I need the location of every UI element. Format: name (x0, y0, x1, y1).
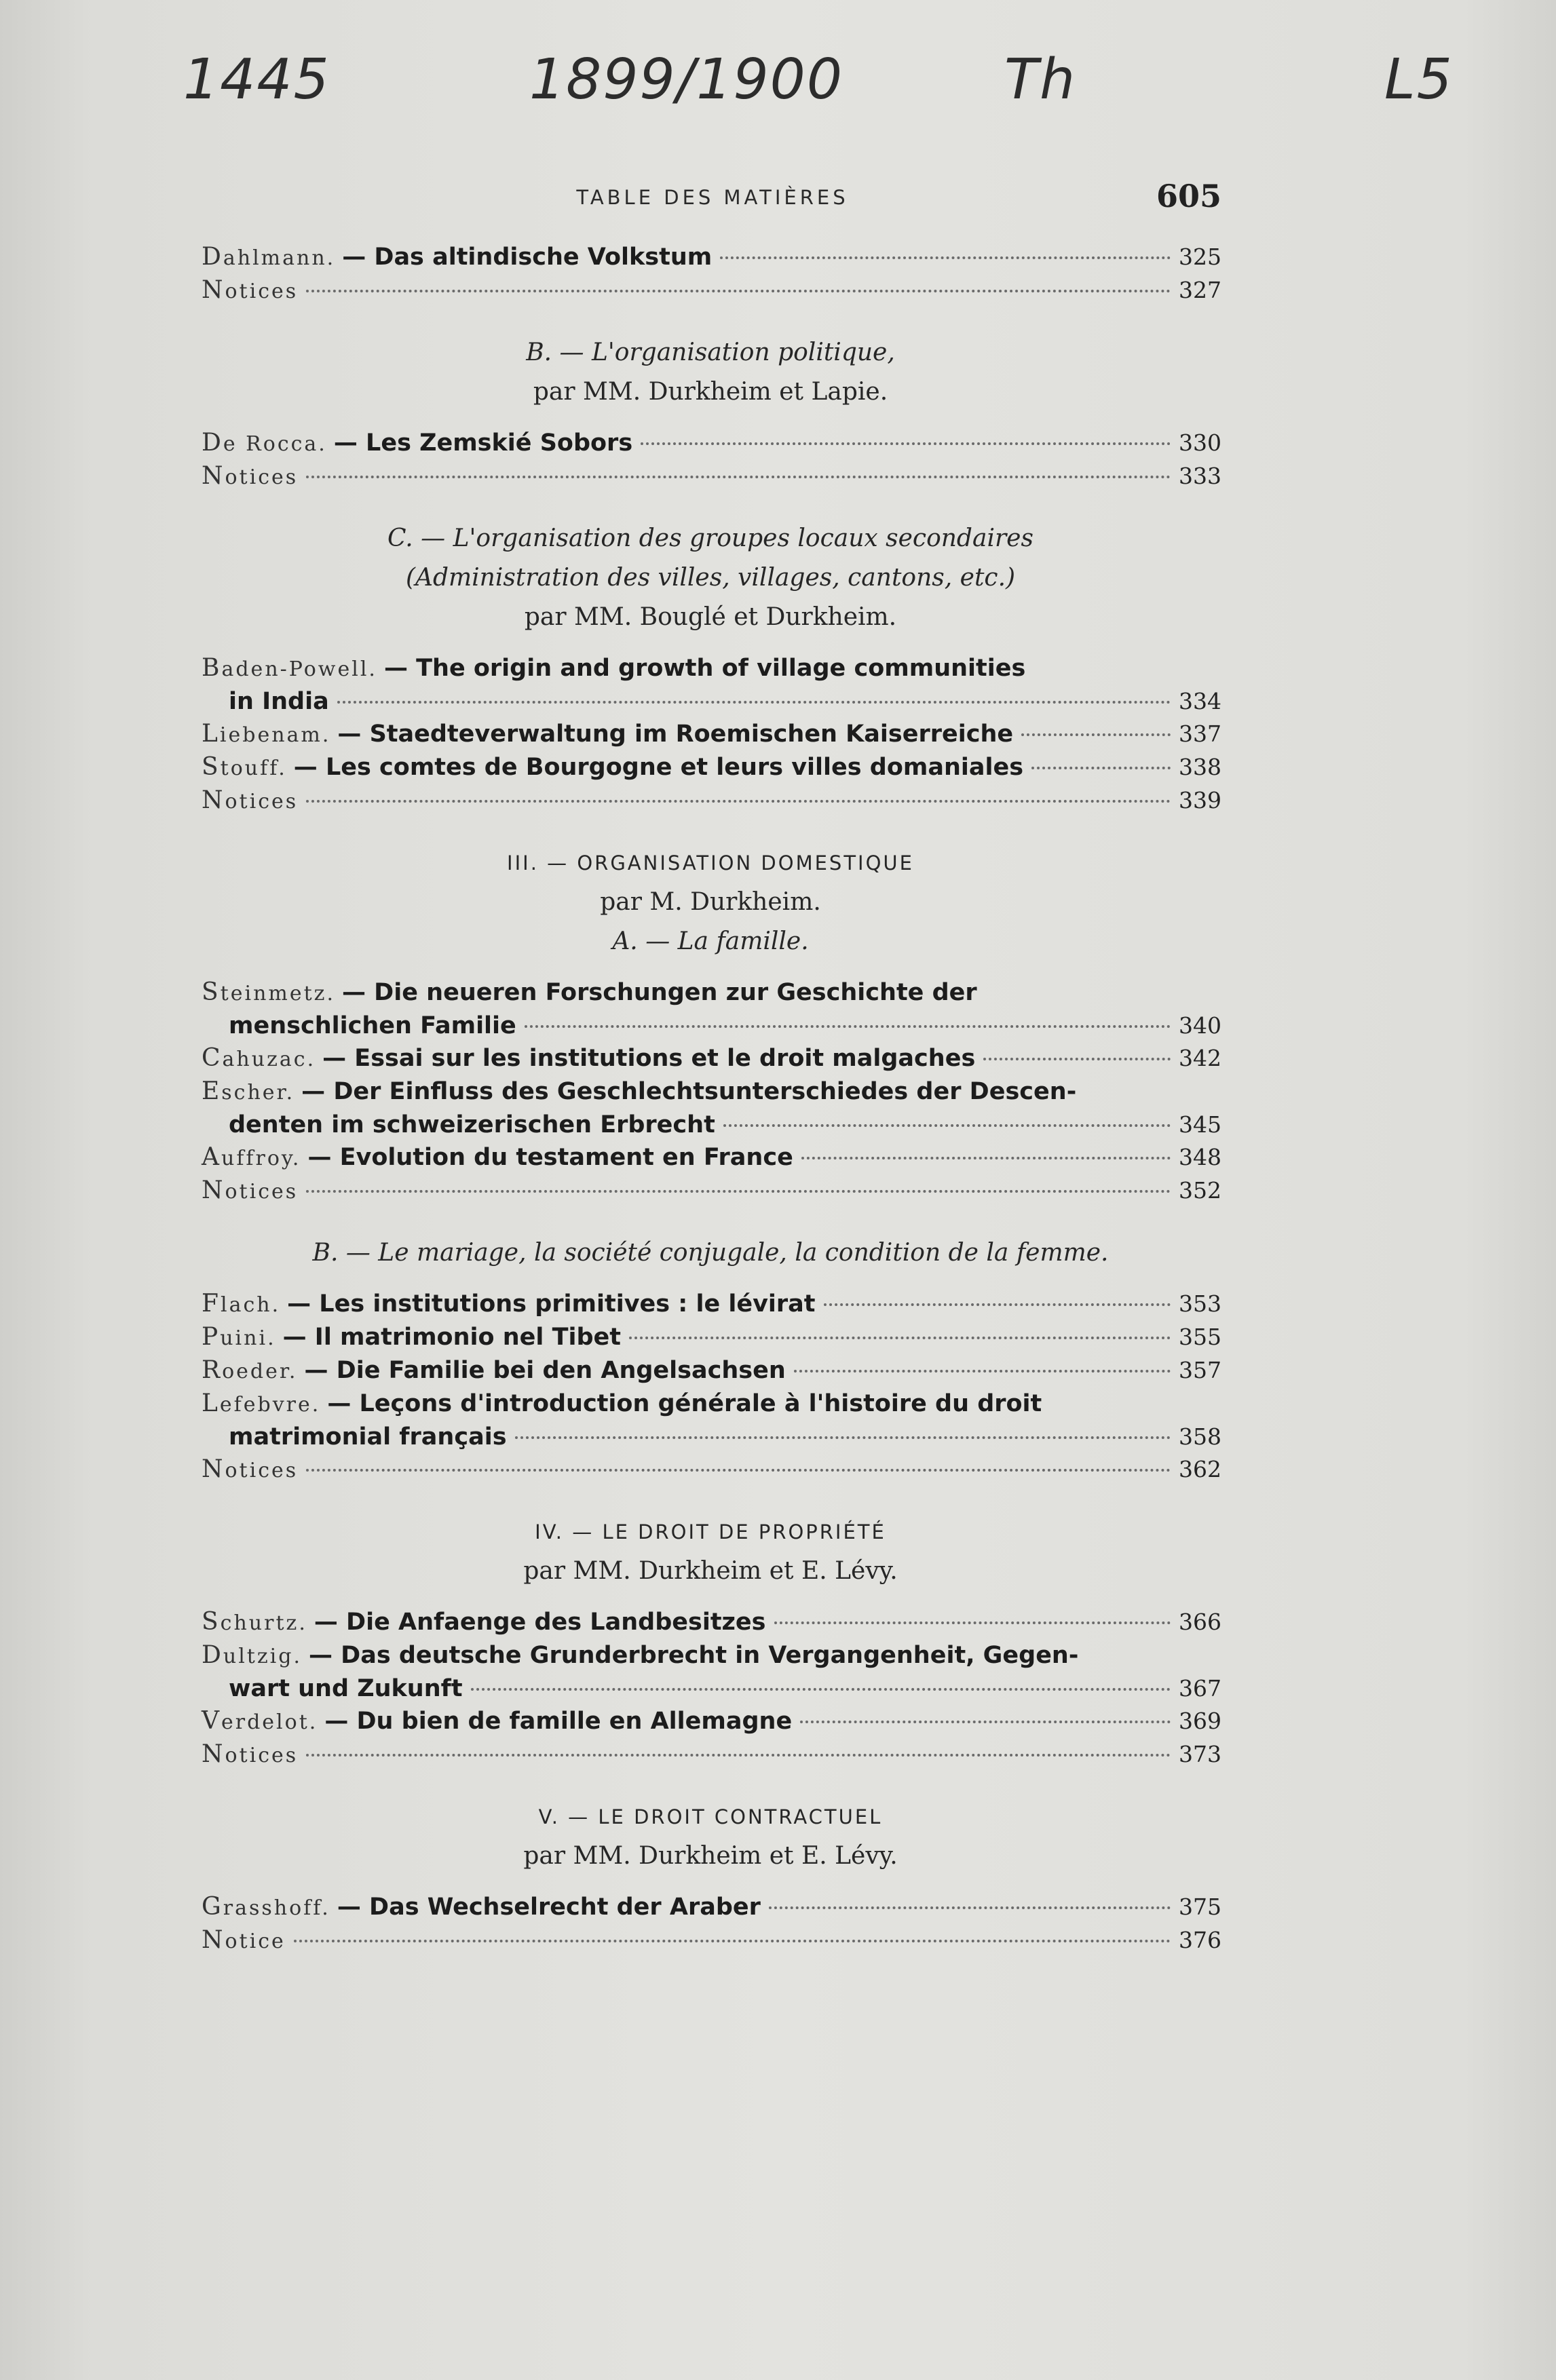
entry-page-number: 366 (1179, 1609, 1221, 1635)
entry-title: — Der Einfluss des Geschlechtsunterschiedes der Descen- (301, 1078, 1077, 1105)
entry-page-number: 376 (1179, 1927, 1221, 1953)
dot-leader (1021, 713, 1171, 736)
dot-leader (306, 455, 1171, 478)
toc-entry (202, 1042, 1219, 1075)
entry-title-continuation: menschlichen Familie (229, 1012, 516, 1039)
dot-leader (629, 1316, 1171, 1339)
toc-entry (202, 1174, 1219, 1208)
entry-page-number: 373 (1179, 1741, 1221, 1767)
running-header (204, 178, 1221, 225)
entry-author: Steinmetz. (202, 978, 335, 1006)
entry-title: — Das deutsche Grunderbrecht in Vergangenheit, Gegen- (309, 1642, 1079, 1669)
dot-leader (800, 1700, 1171, 1723)
entry-page-number: 357 (1179, 1357, 1221, 1383)
entry-title: — Les comtes de Bourgogne et leurs villes domaniales (293, 754, 1024, 781)
dot-leader (306, 1448, 1171, 1472)
entry-author: Dahlmann. (202, 243, 336, 271)
entry-author: Schurtz. (202, 1608, 307, 1636)
entry-title: — Les Zemskié Sobors (333, 429, 633, 457)
entry-page-number: 327 (1179, 277, 1221, 303)
entry-author: Notices (202, 276, 299, 304)
section-heading (202, 843, 1219, 961)
entry-author: Notice (202, 1926, 286, 1954)
dot-leader (824, 1283, 1171, 1306)
entry-title-continuation: wart und Zukunft (229, 1675, 463, 1702)
entry-author: Lefebvre. (202, 1389, 321, 1417)
toc-entry (202, 1738, 1219, 1771)
entry-title: — Il matrimonio nel Tibet (282, 1324, 621, 1351)
entry-title: — Das altindische Volkstum (342, 244, 713, 271)
handwritten-note-4: L5 (1384, 47, 1454, 112)
section-heading-line: par M. Durkheim. (600, 888, 821, 916)
dot-leader (794, 1349, 1171, 1373)
entry-author: Puini. (202, 1323, 276, 1351)
entry-page-number: 345 (1179, 1111, 1221, 1138)
entry-author: Baden-Powell. (202, 654, 377, 682)
entry-title: — Die Anfaenge des Landbesitzes (314, 1609, 766, 1636)
dot-leader (515, 1416, 1171, 1439)
toc-entry (202, 460, 1219, 493)
entry-title: — Die neueren Forschungen zur Geschichte der (342, 979, 977, 1006)
toc-entry (202, 1453, 1219, 1486)
section-heading-line: par MM. Durkheim et E. Lévy. (523, 1557, 898, 1585)
section-heading-line: C. — L'organisation des groupes locaux secondaires (387, 524, 1033, 552)
section-heading-line: (Administration des villes, villages, cantons, etc.) (405, 564, 1016, 592)
dot-leader (471, 1668, 1171, 1691)
header-title: TABLE DES MATIÈRES (576, 186, 849, 209)
dot-leader (306, 1733, 1171, 1757)
handwritten-note-1: 1445 (183, 47, 330, 112)
section-heading-line: V. — LE DROIT CONTRACTUEL (538, 1805, 883, 1828)
section-heading (202, 1797, 1219, 1876)
section-heading-line: par MM. Bouglé et Durkheim. (524, 603, 897, 631)
entry-author: Notices (202, 786, 299, 814)
entry-author: Verdelot. (202, 1707, 318, 1735)
section-heading-line: A. — La famille. (612, 927, 809, 955)
entry-title: — Les institutions primitives : le lévirat (287, 1290, 816, 1318)
entry-page-number: 334 (1179, 688, 1221, 714)
dot-leader (983, 1037, 1171, 1060)
entry-author: Notices (202, 1455, 299, 1483)
toc-entry (202, 1639, 1219, 1705)
entry-author: Roeder. (202, 1356, 298, 1384)
dot-leader (294, 1919, 1171, 1942)
section-heading-line: B. — L'organisation politique, (526, 339, 895, 366)
entry-title: — Leçons d'introduction générale à l'histoire du droit (327, 1390, 1042, 1417)
dot-leader (769, 1886, 1171, 1909)
entry-author: Stouff. (202, 753, 287, 781)
entry-page-number: 375 (1179, 1894, 1221, 1920)
entry-title: — Evolution du testament en France (307, 1144, 793, 1171)
section-heading (202, 333, 1219, 412)
toc-entry (202, 1354, 1219, 1387)
page-number: 605 (1156, 178, 1221, 214)
entry-author: Cahuzac. (202, 1044, 316, 1072)
entry-title-continuation: denten im schweizerischen Erbrecht (229, 1111, 715, 1138)
toc-entry (202, 784, 1219, 818)
dot-leader (723, 1104, 1171, 1127)
section-heading-line: IV. — LE DROIT DE PROPRIÉTÉ (535, 1520, 886, 1543)
entry-page-number: 367 (1179, 1675, 1221, 1702)
toc-entry (202, 274, 1219, 307)
entry-title-continuation: matrimonial français (229, 1423, 507, 1451)
entry-page-number: 342 (1179, 1045, 1221, 1071)
dot-leader (720, 236, 1171, 259)
section-heading (202, 519, 1219, 637)
entry-author: Dultzig. (202, 1641, 302, 1669)
toc-entry (202, 1924, 1219, 1957)
section-heading-line: par MM. Durkheim et Lapie. (533, 378, 888, 406)
entry-page-number: 325 (1179, 244, 1221, 270)
entry-page-number: 352 (1179, 1177, 1221, 1204)
dot-leader (525, 1005, 1171, 1028)
entry-author: Grasshoff. (202, 1893, 330, 1921)
handwritten-note-2: 1899/1900 (529, 47, 843, 112)
entry-author: Notices (202, 1176, 299, 1204)
entry-author: Notices (202, 462, 299, 490)
entry-title: — Du bien de famille en Allemagne (324, 1708, 793, 1735)
entry-author: Liebenam. (202, 720, 331, 748)
section-heading (202, 1233, 1219, 1273)
entry-title: — Das Wechselrecht der Araber (337, 1894, 761, 1921)
toc-entry (202, 976, 1219, 1042)
entry-page-number: 369 (1179, 1708, 1221, 1734)
entry-page-number: 338 (1179, 754, 1221, 780)
dot-leader (801, 1136, 1171, 1159)
dot-leader (337, 680, 1171, 704)
dot-leader (306, 780, 1171, 803)
toc-entry (202, 652, 1219, 718)
toc-entry (202, 1606, 1219, 1639)
entry-title: — Die Familie bei den Angelsachsen (304, 1357, 786, 1384)
dot-leader (1031, 746, 1171, 769)
entry-page-number: 330 (1179, 429, 1221, 456)
entry-page-number: 348 (1179, 1144, 1221, 1170)
entry-author: Flach. (202, 1290, 281, 1318)
section-heading-line: III. — ORGANISATION DOMESTIQUE (507, 851, 914, 875)
entry-page-number: 333 (1179, 463, 1221, 489)
entry-page-number: 355 (1179, 1324, 1221, 1350)
entry-title-continuation: in India (229, 688, 329, 715)
section-heading (202, 1512, 1219, 1591)
section-heading-line: B. — Le mariage, la société conjugale, la condition de la femme. (312, 1239, 1109, 1267)
entry-author: De Rocca. (202, 429, 327, 457)
entry-title: — Essai sur les institutions et le droit malgaches (322, 1045, 976, 1072)
dot-leader (774, 1601, 1171, 1624)
entry-page-number: 362 (1179, 1456, 1221, 1482)
dot-leader (641, 422, 1171, 445)
table-of-contents (202, 241, 1219, 1957)
entry-page-number: 353 (1179, 1290, 1221, 1317)
entry-title: — Staedteverwaltung im Roemischen Kaiserreiche (337, 721, 1014, 748)
entry-page-number: 337 (1179, 721, 1221, 747)
entry-page-number: 339 (1179, 787, 1221, 813)
toc-entry (202, 1387, 1219, 1453)
entry-author: Notices (202, 1740, 299, 1768)
toc-entry (202, 1075, 1219, 1141)
entry-author: Escher. (202, 1077, 295, 1105)
dot-leader (306, 1170, 1171, 1193)
handwritten-note-3: Th (1004, 47, 1077, 112)
entry-author: Auffroy. (202, 1143, 301, 1171)
dot-leader (306, 269, 1171, 292)
section-heading-line: par MM. Durkheim et E. Lévy. (523, 1842, 898, 1870)
entry-page-number: 340 (1179, 1012, 1221, 1039)
entry-title: — The origin and growth of village communities (383, 655, 1026, 682)
entry-page-number: 358 (1179, 1423, 1221, 1450)
